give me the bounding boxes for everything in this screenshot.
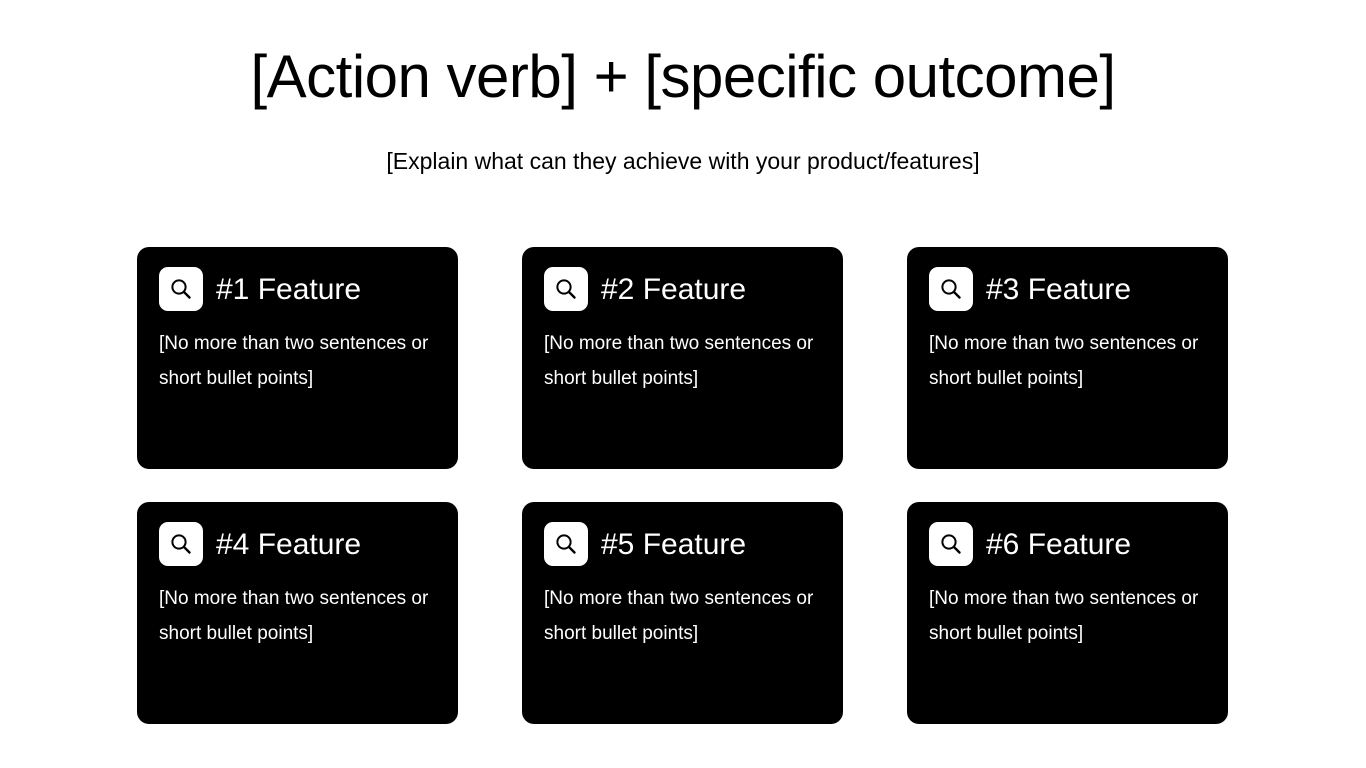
- feature-card-title: #4 Feature: [216, 527, 362, 561]
- feature-card-body: [No more than two sentences or short bullet points]: [159, 333, 429, 389]
- feature-card-title: #3 Feature: [986, 272, 1132, 306]
- feature-card-header: [544, 522, 821, 566]
- feature-card-title: #1 Feature: [216, 272, 362, 306]
- feature-card[interactable]: [907, 247, 1228, 469]
- feature-card-body: [No more than two sentences or short bullet points]: [544, 588, 814, 644]
- search-icon: [159, 522, 203, 566]
- page-title: [Action verb] + [specific outcome]: [250, 43, 1116, 110]
- feature-card-header: [929, 267, 1206, 311]
- feature-card[interactable]: [137, 502, 458, 724]
- feature-card-header: [159, 522, 436, 566]
- search-icon: [544, 522, 588, 566]
- feature-card-header: [544, 267, 821, 311]
- feature-card[interactable]: [522, 247, 843, 469]
- search-icon: [159, 267, 203, 311]
- feature-card[interactable]: [522, 502, 843, 724]
- feature-card-title: #6 Feature: [986, 527, 1132, 561]
- feature-card-title: #2 Feature: [601, 272, 747, 306]
- feature-card[interactable]: [907, 502, 1228, 724]
- search-icon: [544, 267, 588, 311]
- feature-cards-grid: [137, 247, 1229, 724]
- feature-card-body: [No more than two sentences or short bullet points]: [544, 333, 814, 389]
- feature-card-body: [No more than two sentences or short bullet points]: [159, 588, 429, 644]
- search-icon: [929, 267, 973, 311]
- feature-card-header: [159, 267, 436, 311]
- feature-card-body: [No more than two sentences or short bullet points]: [929, 333, 1199, 389]
- page-subtitle: [Explain what can they achieve with your product/features]: [386, 148, 980, 174]
- feature-card[interactable]: [137, 247, 458, 469]
- feature-card-header: [929, 522, 1206, 566]
- feature-card-title: #5 Feature: [601, 527, 747, 561]
- feature-card-body: [No more than two sentences or short bullet points]: [929, 588, 1199, 644]
- search-icon: [929, 522, 973, 566]
